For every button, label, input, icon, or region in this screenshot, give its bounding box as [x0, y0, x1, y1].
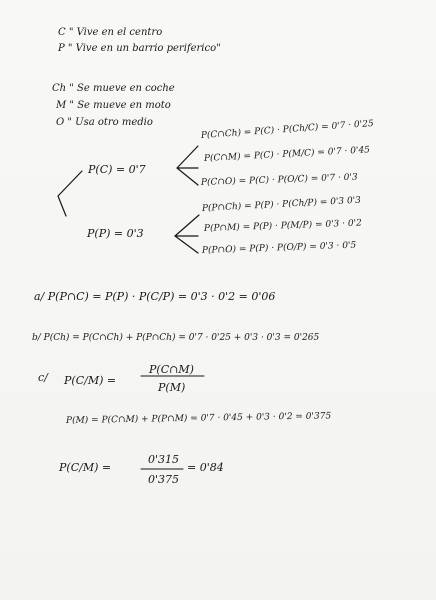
tree-c-o: P(C∩O) = P(C) · P(O/C) = 0'7 · 0'3 [200, 172, 358, 188]
answer-pm: P(M) = P(C∩M) + P(P∩M) = 0'7 · 0'45 + 0'3 · 0'2 = 0'375 [65, 411, 332, 426]
answer-c-lhs: P(C/M) = [64, 374, 117, 387]
tree-pp: P(P) = 0'3 [87, 227, 144, 240]
answer-final-num: 0'315 [148, 453, 180, 466]
definition-o: O " Usa otro medio [56, 117, 153, 128]
tree-p-o: P(P∩O) = P(P) · P(O/P) = 0'3 · 0'5 [201, 240, 357, 256]
definition-m: M " Se mueve en moto [56, 100, 171, 111]
tree-pc: P(C) = 0'7 [88, 163, 146, 176]
definition-p: P " Vive en un barrio periferico" [58, 43, 221, 54]
answer-b: b/ P(Ch) = P(C∩Ch) + P(P∩Ch) = 0'7 · 0'25 + 0'3 · 0'3 = 0'265 [32, 333, 320, 343]
tree-p-m: P(P∩M) = P(P) · P(M/P) = 0'3 · 0'2 [203, 218, 363, 234]
answer-c-den: P(M) [158, 381, 186, 394]
answer-a: a/ P(P∩C) = P(P) · P(C/P) = 0'3 · 0'2 = 0'06 [34, 290, 276, 303]
tree-c-m: P(C∩M) = P(C) · P(M/C) = 0'7 · 0'45 [203, 145, 371, 164]
definition-ch: Ch " Se mueve en coche [52, 83, 175, 94]
tree-p-ch: P(P∩Ch) = P(P) · P(Ch/P) = 0'3 0'3 [201, 195, 362, 214]
answer-c-label: c/ [38, 371, 48, 384]
answer-final-lhs: P(C/M) = [59, 461, 112, 474]
answer-c-num: P(C∩M) [149, 363, 194, 376]
tree-c-ch: P(C∩Ch) = P(C) · P(Ch/C) = 0'7 · 0'25 [200, 118, 375, 141]
answer-final-result: = 0'84 [187, 461, 224, 474]
answer-final-den: 0'375 [148, 473, 180, 486]
definition-c: C " Vive en el centro [58, 27, 163, 38]
